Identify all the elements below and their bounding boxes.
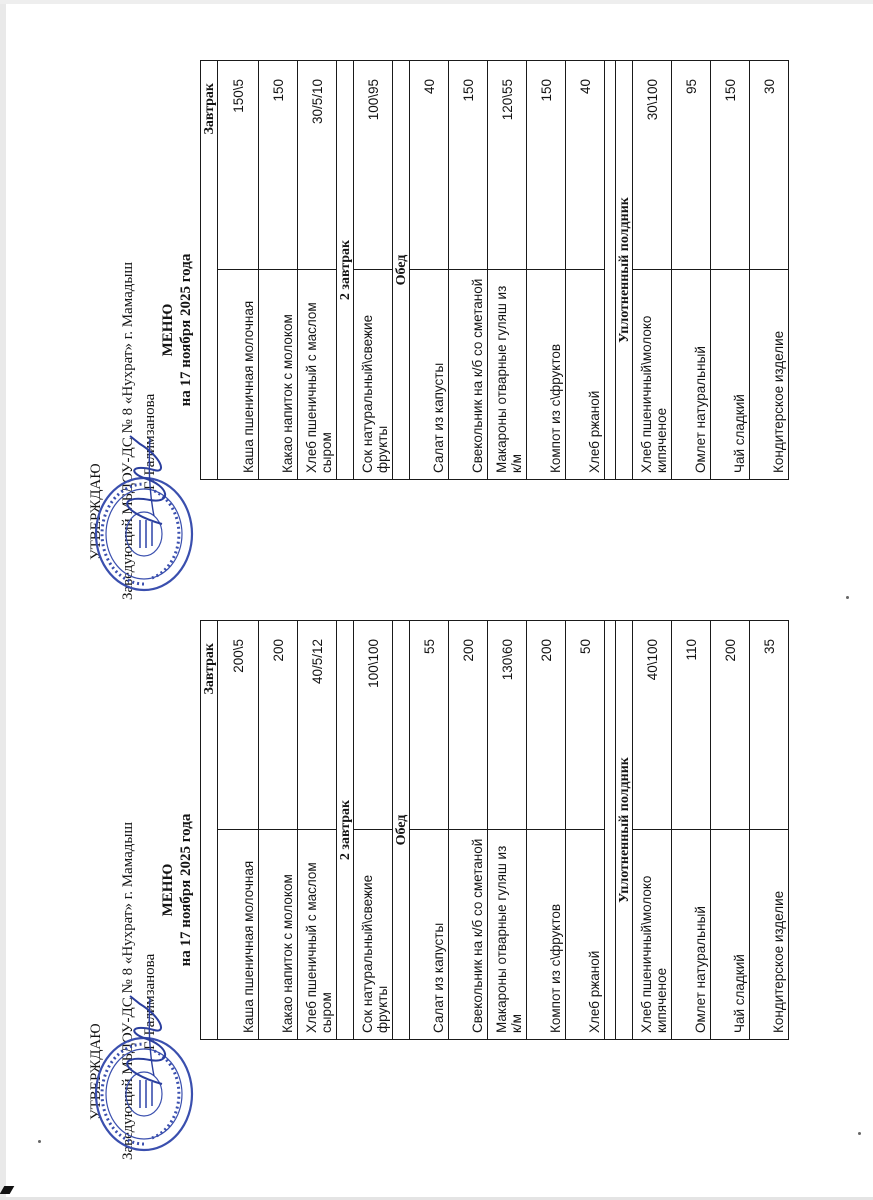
section-row-breakfast	[201, 61, 218, 480]
menu-row	[298, 61, 337, 480]
dish-name: Свекольник на к/б со сметаной	[449, 830, 488, 1040]
menu-title: МЕНЮ	[160, 303, 176, 357]
menu-row	[672, 61, 711, 480]
menu-row	[527, 621, 566, 1040]
dish-name: Какао напиток с молоком	[259, 830, 298, 1040]
menu-date: на 17 ноября 2025 года	[178, 813, 194, 967]
head-name: Г. Галимзанова	[142, 393, 158, 490]
scan-corner-mark	[0, 1186, 14, 1194]
dish-name: Каша пшеничная молочная	[218, 270, 259, 480]
dish-name: Макароны отварные гуляш из к/м	[488, 270, 527, 480]
section-title: Завтрак	[201, 621, 218, 1040]
menu-row	[354, 621, 393, 1040]
dish-weight: 200	[527, 621, 566, 831]
section-row-snack	[616, 621, 633, 1040]
dish-weight: 150	[527, 61, 566, 271]
menu-row	[633, 61, 672, 480]
approval-header	[80, 60, 200, 600]
menu-row	[354, 61, 393, 480]
dish-weight: 150	[259, 61, 298, 271]
dish-name: Чай сладкий	[711, 270, 750, 480]
section-row-lunch	[393, 61, 410, 480]
head-organization-line: Заведующий МБДОУ-ДС № 8 «Нухрат» г. Мамадыш	[120, 261, 136, 600]
dish-name: Компот из с\фруктов	[527, 830, 566, 1040]
approve-label: УТВЕРЖДАЮ	[88, 463, 104, 560]
dish-weight: 200\5	[218, 621, 259, 831]
approve-label: УТВЕРЖДАЮ	[88, 1023, 104, 1120]
dish-weight: 200	[711, 621, 750, 831]
section-title: Завтрак	[201, 61, 218, 480]
menu-row	[449, 621, 488, 1040]
menu-row	[259, 61, 298, 480]
dish-name: Какао напиток с молоком	[259, 270, 298, 480]
dish-name: Омлет натуральный	[672, 270, 711, 480]
spacer-row	[605, 61, 616, 480]
dish-name: Кондитерское изделие	[750, 270, 789, 480]
dish-weight: 100\95	[354, 61, 393, 271]
dish-name: Сок натуральный\свежие фрукты	[354, 270, 393, 480]
section-title: 2 завтрак	[337, 621, 354, 1040]
dish-weight: 55	[410, 621, 449, 831]
menu-row	[711, 621, 750, 1040]
dish-weight: 40/5/12	[298, 621, 337, 831]
dish-name: Макароны отварные гуляш из к/м	[488, 830, 527, 1040]
scan-edge-left	[0, 0, 6, 1200]
signature	[110, 430, 180, 530]
section-title: Обед	[393, 61, 410, 480]
menu-row	[410, 621, 449, 1040]
dish-name: Хлеб ржаной	[566, 270, 605, 480]
head-name: Г. Галимзанова	[142, 953, 158, 1050]
dish-name: Салат из капусты	[410, 270, 449, 480]
menu-sheet-left	[80, 620, 873, 1160]
head-organization-line: Заведующий МБДОУ-ДС № 8 «Нухрат» г. Мамадыш	[120, 821, 136, 1160]
menu-row	[633, 621, 672, 1040]
dish-weight: 35	[750, 621, 789, 831]
menu-row	[298, 621, 337, 1040]
menu-sheet-right	[80, 60, 873, 600]
menu-row	[566, 61, 605, 480]
menu-table	[200, 60, 789, 480]
dish-name: Компот из с\фруктов	[527, 270, 566, 480]
scan-edge-top	[0, 0, 873, 4]
section-row-second-breakfast	[337, 621, 354, 1040]
section-row-breakfast	[201, 621, 218, 1040]
menu-row	[410, 61, 449, 480]
menu-row	[566, 621, 605, 1040]
section-row-snack	[616, 61, 633, 480]
menu-row	[488, 621, 527, 1040]
dish-weight: 150	[449, 61, 488, 271]
dish-weight: 40	[410, 61, 449, 271]
dish-weight: 110	[672, 621, 711, 831]
section-title: Уплотненный полдник	[616, 621, 633, 1040]
dish-weight: 40	[566, 61, 605, 271]
approval-header	[80, 620, 200, 1160]
section-title: 2 завтрак	[337, 61, 354, 480]
dish-name: Хлеб пшеничный с маслом сыром	[298, 270, 337, 480]
dish-weight: 100\100	[354, 621, 393, 831]
spacer-row	[605, 621, 616, 1040]
menu-row	[259, 621, 298, 1040]
dish-weight: 30	[750, 61, 789, 271]
menu-row	[218, 61, 259, 480]
menu-row	[672, 621, 711, 1040]
dish-weight: 130\60	[488, 621, 527, 831]
menu-row	[218, 621, 259, 1040]
dish-name: Омлет натуральный	[672, 830, 711, 1040]
dish-name: Свекольник на к/б со сметаной	[449, 270, 488, 480]
dish-name: Сок натуральный\свежие фрукты	[354, 830, 393, 1040]
menu-date: на 17 ноября 2025 года	[178, 253, 194, 407]
signature	[110, 990, 180, 1090]
section-row-lunch	[393, 621, 410, 1040]
section-title: Уплотненный полдник	[616, 61, 633, 480]
menu-row	[449, 61, 488, 480]
dish-weight: 40\100	[633, 621, 672, 831]
dish-weight: 50	[566, 621, 605, 831]
section-title: Обед	[393, 621, 410, 1040]
scan-speck	[38, 1140, 41, 1143]
menu-title: МЕНЮ	[160, 863, 176, 917]
dish-name: Хлеб пшеничный\молоко кипяченое	[633, 830, 672, 1040]
dish-name: Каша пшеничная молочная	[218, 830, 259, 1040]
menu-row	[750, 61, 789, 480]
dish-weight: 30/5/10	[298, 61, 337, 271]
dish-name: Хлеб пшеничный с маслом сыром	[298, 830, 337, 1040]
dish-name: Хлеб ржаной	[566, 830, 605, 1040]
menu-row	[750, 621, 789, 1040]
dish-name: Хлеб пшеничный\молоко кипяченое	[633, 270, 672, 480]
menu-row	[488, 61, 527, 480]
dish-name: Салат из капусты	[410, 830, 449, 1040]
dish-weight: 120\55	[488, 61, 527, 271]
dish-weight: 150	[711, 61, 750, 271]
menu-row	[527, 61, 566, 480]
dish-name: Кондитерское изделие	[750, 830, 789, 1040]
dish-weight: 150\5	[218, 61, 259, 271]
section-row-second-breakfast	[337, 61, 354, 480]
dish-weight: 30\100	[633, 61, 672, 271]
dish-name: Чай сладкий	[711, 830, 750, 1040]
dish-weight: 200	[259, 621, 298, 831]
menu-table	[200, 620, 789, 1040]
dish-weight: 200	[449, 621, 488, 831]
dish-weight: 95	[672, 61, 711, 271]
menu-row	[711, 61, 750, 480]
